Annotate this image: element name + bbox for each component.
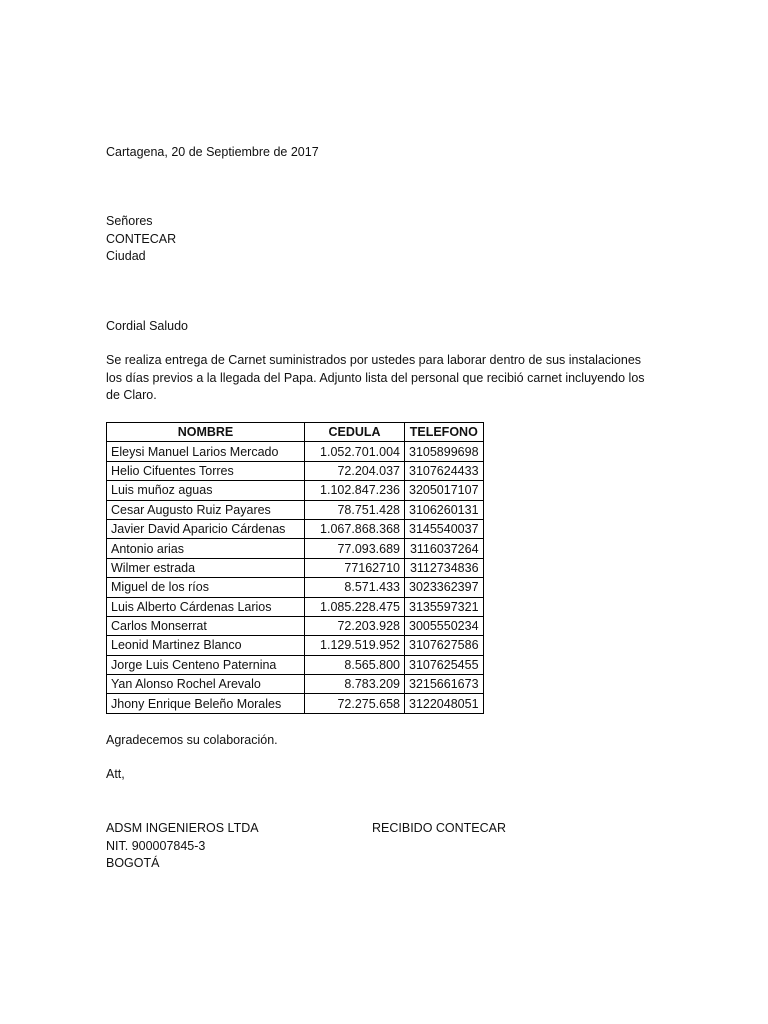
thanks-line: Agradecemos su colaboración.	[106, 733, 278, 747]
cell-cedula: 72.203.928	[305, 616, 405, 635]
cell-cedula: 8.783.209	[305, 675, 405, 694]
table-header-row	[107, 423, 484, 442]
table-row	[107, 539, 484, 558]
cell-cedula: 72.204.037	[305, 461, 405, 480]
cell-telefono: 3107625455	[405, 655, 484, 674]
cell-cedula: 1.102.847.236	[305, 481, 405, 500]
cell-nombre: Luis Alberto Cárdenas Larios	[107, 597, 305, 616]
cell-cedula: 1.067.868.368	[305, 519, 405, 538]
table-row	[107, 519, 484, 538]
cell-nombre: Wilmer estrada	[107, 558, 305, 577]
cell-telefono: 3005550234	[405, 616, 484, 635]
cell-cedula: 77.093.689	[305, 539, 405, 558]
cell-cedula: 78.751.428	[305, 500, 405, 519]
recipient-company: CONTECAR	[106, 231, 177, 246]
cell-nombre: Antonio arias	[107, 539, 305, 558]
cell-cedula: 8.565.800	[305, 655, 405, 674]
cell-telefono: 3116037264	[405, 539, 484, 558]
cell-nombre: Luis muñoz aguas	[107, 481, 305, 500]
cell-nombre: Cesar Augusto Ruiz Payares	[107, 500, 305, 519]
cell-cedula: 1.052.701.004	[305, 442, 405, 461]
cell-cedula: 1.129.519.952	[305, 636, 405, 655]
table-row	[107, 636, 484, 655]
signature-block	[106, 820, 259, 873]
body-line-3: de Claro.	[106, 388, 157, 402]
recipient-salutation: Señores	[106, 214, 153, 228]
cell-nombre: Helio Cifuentes Torres	[107, 461, 305, 480]
cell-telefono: 3215661673	[405, 675, 484, 694]
table-row	[107, 597, 484, 616]
greeting: Cordial Saludo	[106, 319, 188, 333]
cell-nombre: Jhony Enrique Beleño Morales	[107, 694, 305, 713]
cell-telefono: 3107624433	[405, 461, 484, 480]
cell-telefono: 3205017107	[405, 481, 484, 500]
cell-nombre: Javier David Aparicio Cárdenas	[107, 519, 305, 538]
cell-cedula: 8.571.433	[305, 578, 405, 597]
table-row	[107, 694, 484, 713]
table-row	[107, 461, 484, 480]
date-line: Cartagena, 20 de Septiembre de 2017	[106, 145, 319, 159]
signature-city: BOGOTÁ	[106, 856, 160, 870]
cell-nombre: Jorge Luis Centeno Paternina	[107, 655, 305, 674]
cell-telefono: 3122048051	[405, 694, 484, 713]
body-line-1: Se realiza entrega de Carnet suministrados por ustedes para laborar dentro de sus instalaciones	[106, 353, 642, 367]
cell-nombre: Yan Alonso Rochel Arevalo	[107, 675, 305, 694]
table-row	[107, 558, 484, 577]
table-row	[107, 675, 484, 694]
cell-cedula: 72.275.658	[305, 694, 405, 713]
received-label: RECIBIDO CONTECAR	[372, 821, 507, 835]
table-row	[107, 500, 484, 519]
body-paragraph	[106, 352, 666, 405]
signature-nit: NIT. 900007845-3	[106, 838, 206, 853]
cell-telefono: 3145540037	[405, 519, 484, 538]
cell-telefono: 3107627586	[405, 636, 484, 655]
recipient-city: Ciudad	[106, 249, 146, 263]
staff-table	[106, 422, 484, 714]
signature-company: ADSM INGENIEROS LTDA	[106, 821, 259, 835]
table-row	[107, 578, 484, 597]
table-row	[107, 442, 484, 461]
cell-telefono: 3112734836	[405, 558, 484, 577]
cell-telefono: 3105899698	[405, 442, 484, 461]
cell-telefono: 3135597321	[405, 597, 484, 616]
cell-telefono: 3106260131	[405, 500, 484, 519]
header-nombre: NOMBRE	[107, 423, 305, 442]
cell-nombre: Carlos Monserrat	[107, 616, 305, 635]
recipient-block	[106, 213, 176, 266]
cell-cedula: 77162710	[305, 558, 405, 577]
cell-nombre: Eleysi Manuel Larios Mercado	[107, 442, 305, 461]
header-telefono: TELEFONO	[405, 423, 484, 442]
cell-cedula: 1.085.228.475	[305, 597, 405, 616]
table-row	[107, 655, 484, 674]
att-line: Att,	[106, 767, 125, 781]
cell-telefono: 3023362397	[405, 578, 484, 597]
header-cedula: CEDULA	[305, 423, 405, 442]
body-line-2: los días previos a la llegada del Papa. Adjunto lista del personal que recibió carnet incluyendo los	[106, 370, 645, 385]
cell-nombre: Miguel de los ríos	[107, 578, 305, 597]
table-row	[107, 481, 484, 500]
table-row	[107, 616, 484, 635]
cell-nombre: Leonid Martinez Blanco	[107, 636, 305, 655]
